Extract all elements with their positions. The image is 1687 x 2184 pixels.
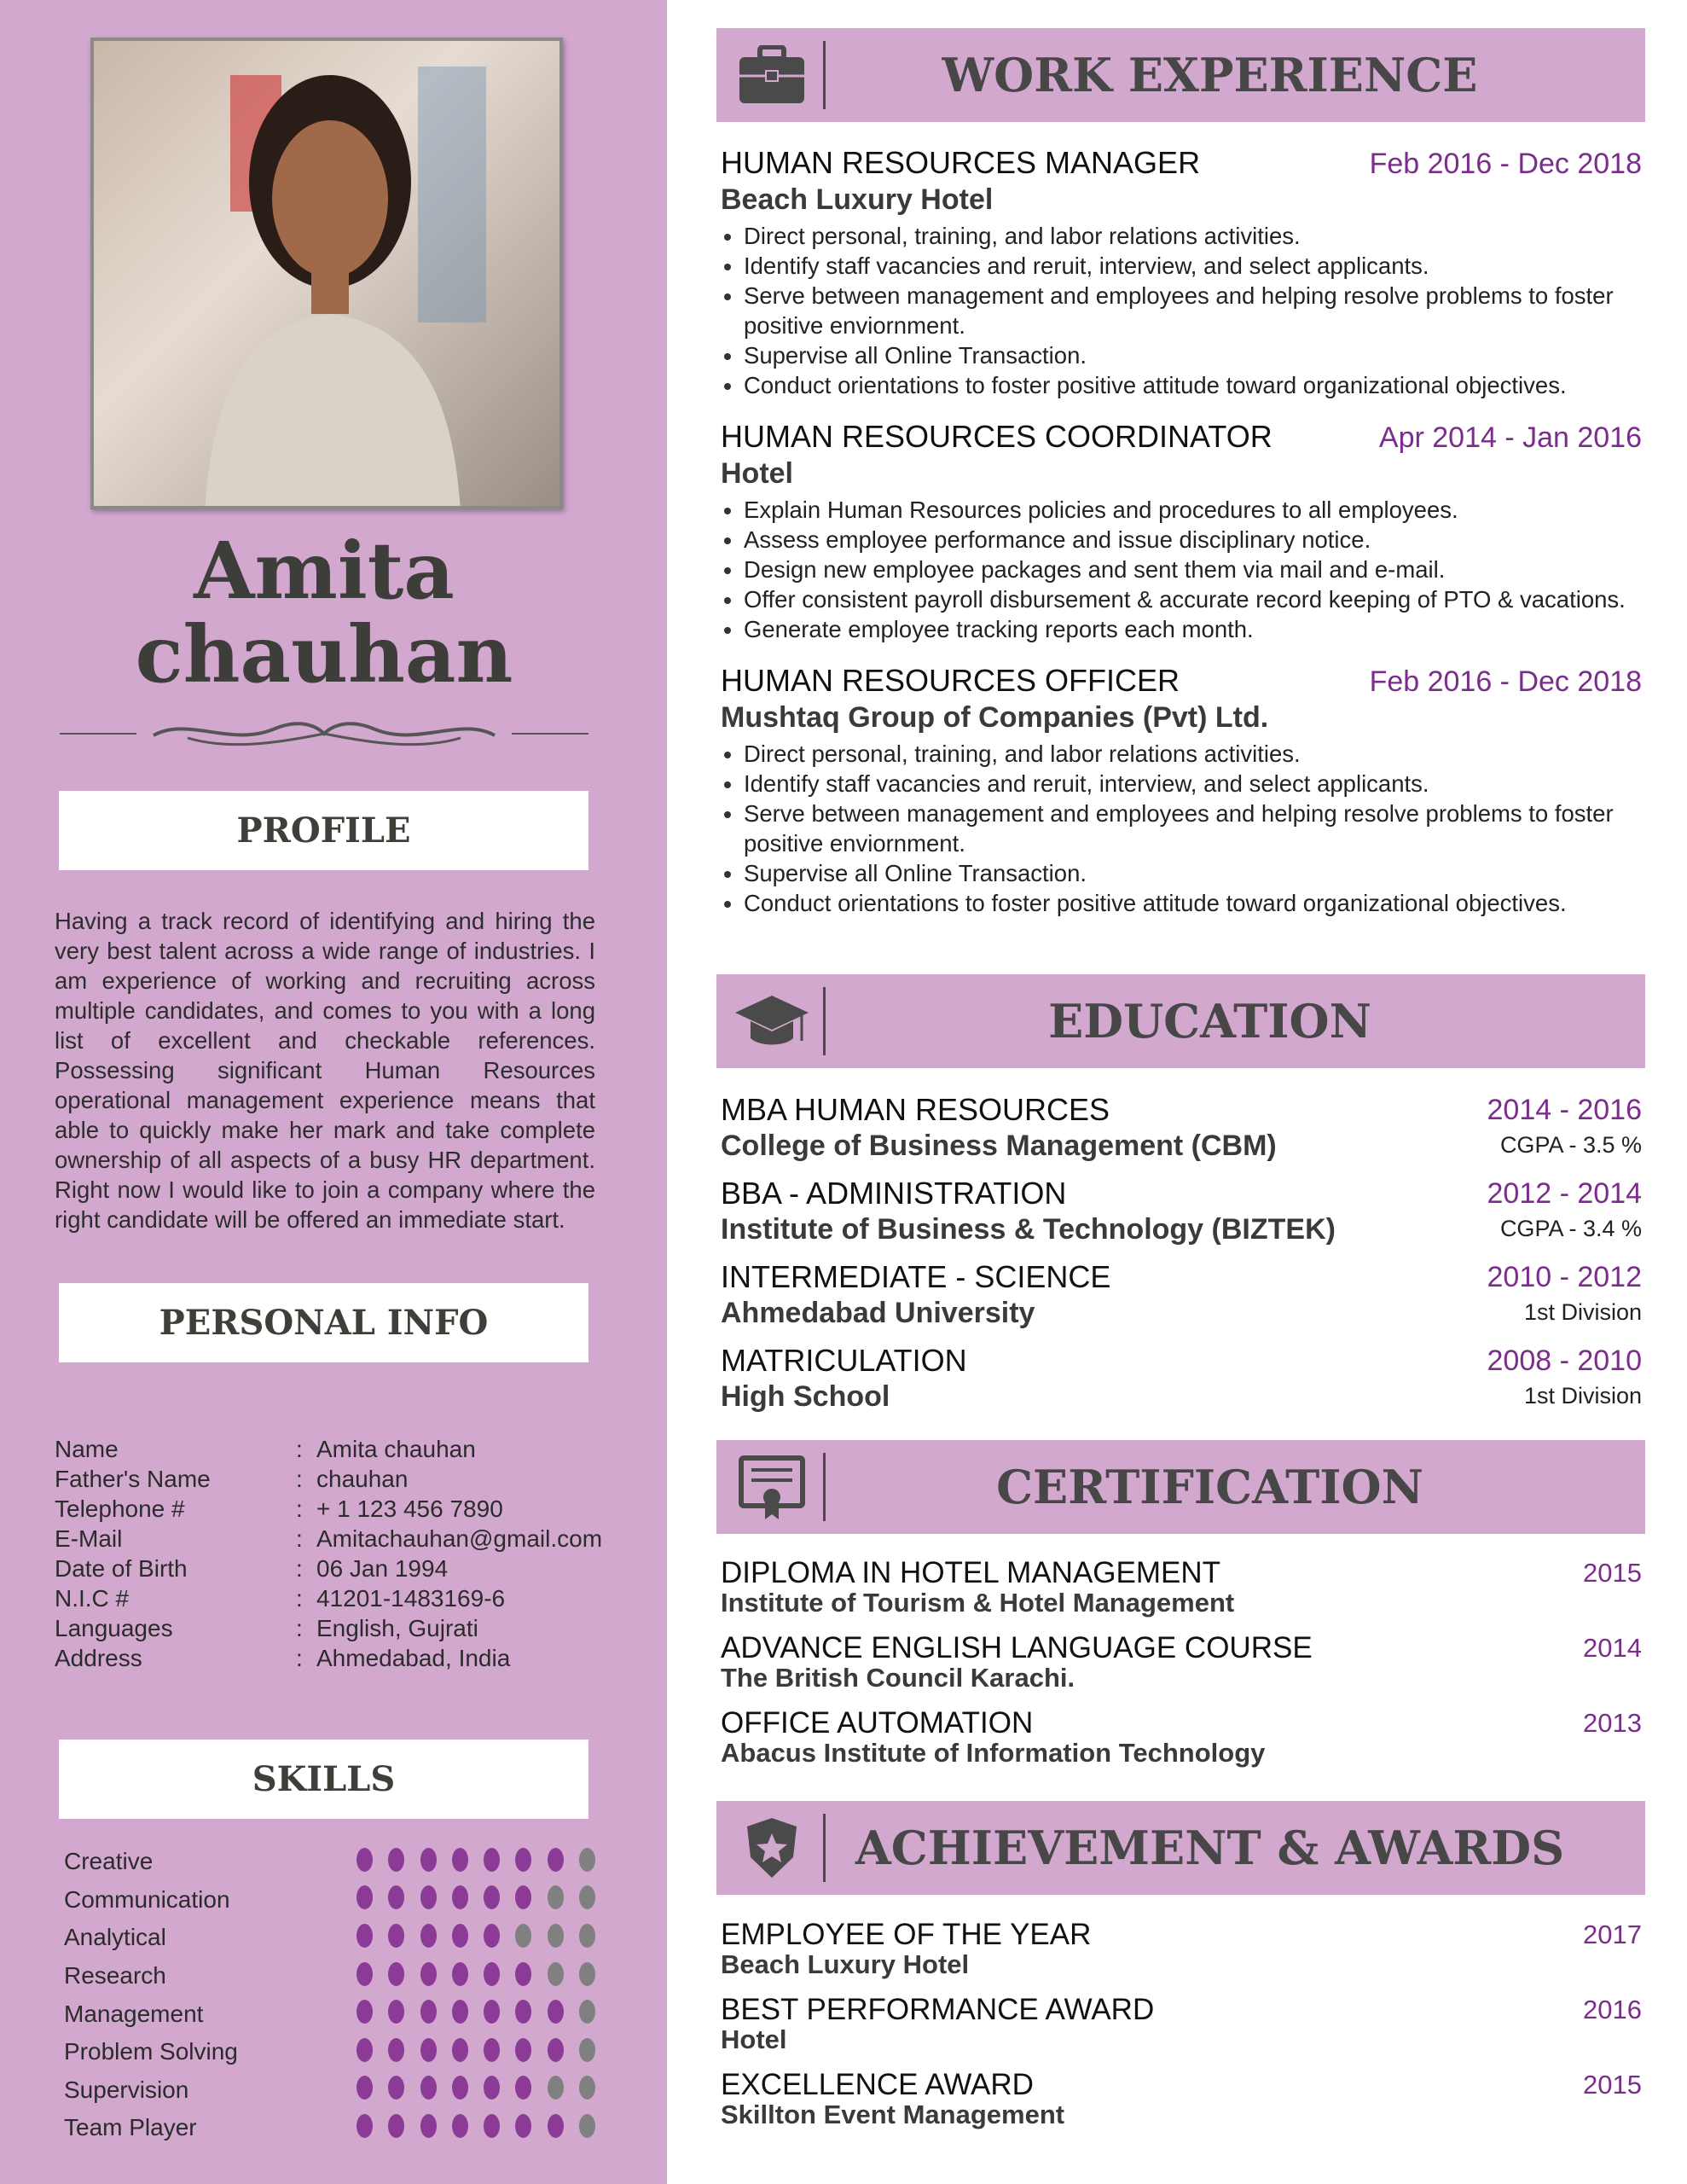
awards-list [721, 1920, 1642, 2145]
awards-entry [721, 1920, 1642, 1979]
education-school: College of Business Management (CBM) [721, 1130, 1277, 1162]
skill-rating [357, 1885, 611, 1914]
awards-title: EXCELLENCE AWARD [721, 2068, 1034, 2101]
info-value: 06 Jan 1994 [316, 1555, 449, 1582]
info-colon: : [296, 1615, 303, 1641]
education-entry [721, 1259, 1642, 1331]
profile-text: Having a track record of identifying and hiring the very best talent across a wide range of industries. I am experience of working and recruiting across multiple candidates, and comes to you with a long list of excellent and checkable references. Possessing significant Human Resources operational management experience means that able to quickly make her mark and take complete ownership of all aspects of a busy HR department. Right now I would like to join a company where the right candidate will be offered an immediate start. [55, 908, 595, 1233]
education-left [721, 1176, 1336, 1247]
education-right [1487, 1092, 1643, 1164]
skill-dot-filled [548, 1848, 564, 1872]
skill-dot-filled [548, 2038, 564, 2062]
skill-dot-filled [420, 2038, 437, 2062]
education-degree: BBA - ADMINISTRATION [721, 1176, 1067, 1211]
skill-dot-filled [452, 2000, 468, 2024]
certification-year: 2013 [1583, 1708, 1642, 1738]
graduation-cap-icon [729, 991, 815, 1051]
education-degree: MBA HUMAN RESOURCES [721, 1092, 1110, 1127]
skill-row [64, 2109, 611, 2147]
skill-dot-filled [388, 1885, 404, 1909]
awards-banner [716, 1801, 1645, 1895]
info-row [55, 1464, 602, 1494]
education-result: CGPA - 3.4 % [1499, 1216, 1642, 1241]
info-label: Name [55, 1436, 119, 1462]
awards-year: 2016 [1583, 1995, 1642, 2024]
skill-dot-filled [452, 1885, 468, 1909]
skill-row [64, 1843, 611, 1881]
job-bullet: Serve between management and employees and helping resolve problems to foster positive enviornment. [721, 281, 1642, 340]
skill-dot-filled [357, 1848, 373, 1872]
skill-dot-filled [452, 2114, 468, 2138]
job-bullet: Conduct orientations to foster positive attitude toward organizational objectives. [721, 888, 1642, 918]
name-first: Amita [194, 525, 455, 617]
certification-left [721, 1708, 1265, 1768]
info-value: chauhan [316, 1466, 409, 1492]
education-result: 1st Division [1523, 1383, 1642, 1409]
certificate-icon [729, 1453, 815, 1521]
skill-dot-filled [420, 2000, 437, 2024]
certification-year: 2014 [1583, 1633, 1642, 1663]
personal-info-heading: PERSONAL INFO [59, 1283, 588, 1362]
skills-heading: SKILLS [59, 1740, 588, 1819]
left-sidebar [0, 0, 667, 2184]
skill-dot-empty [579, 1848, 595, 1872]
skill-dot-filled [452, 2076, 468, 2100]
info-colon: : [296, 1525, 303, 1552]
job-header [721, 419, 1642, 456]
info-value: + 1 123 456 7890 [316, 1496, 503, 1522]
skill-dot-filled [515, 1848, 531, 1872]
info-colon: : [296, 1645, 303, 1671]
info-row [55, 1583, 602, 1613]
skill-dot-empty [548, 1885, 564, 1909]
job-bullet: Direct personal, training, and labor relations activities. [721, 221, 1642, 251]
info-row [55, 1434, 602, 1464]
certification-title: OFFICE AUTOMATION [721, 1706, 1034, 1740]
info-label: Date of Birth [55, 1555, 188, 1582]
skill-dot-filled [420, 1962, 437, 1986]
education-result: 1st Division [1523, 1299, 1642, 1325]
awards-left [721, 1920, 1091, 1979]
skill-dot-filled [484, 2038, 500, 2062]
skill-row [64, 1995, 611, 2033]
briefcase-icon [729, 45, 815, 105]
skill-dot-empty [579, 2076, 595, 2100]
info-value: Ahmedabad, India [316, 1645, 511, 1671]
skill-label: Supervision [64, 2076, 189, 2103]
skill-label: Research [64, 1962, 166, 1989]
job-bullet: Identify staff vacancies and reruit, interview, and select applicants. [721, 251, 1642, 281]
certification-entry [721, 1633, 1642, 1693]
skill-dot-filled [388, 1848, 404, 1872]
skill-row [64, 2071, 611, 2110]
education-degree: INTERMEDIATE - SCIENCE [721, 1259, 1111, 1294]
job-title: HUMAN RESOURCES MANAGER [721, 145, 1201, 180]
info-label: Telephone # [55, 1496, 185, 1522]
job-dates: Feb 2016 - Dec 2018 [1369, 665, 1642, 698]
job-bullet: Supervise all Online Transaction. [721, 858, 1642, 888]
skill-row [64, 1957, 611, 1995]
skill-rating [357, 2000, 611, 2028]
skill-dot-filled [388, 2038, 404, 2062]
job-bullet: Direct personal, training, and labor relations activities. [721, 739, 1642, 769]
job-bullet: Identify staff vacancies and reruit, interview, and select applicants. [721, 769, 1642, 799]
skill-dot-filled [484, 2076, 500, 2100]
skill-dot-filled [548, 2000, 564, 2024]
skill-dot-filled [420, 2114, 437, 2138]
skill-dot-empty [579, 2038, 595, 2062]
awards-entry [721, 1995, 1642, 2054]
certification-left [721, 1633, 1313, 1693]
awards-title: EMPLOYEE OF THE YEAR [721, 1918, 1092, 1951]
ornament-divider [60, 708, 588, 759]
info-value: Amita chauhan [316, 1436, 476, 1462]
info-row [55, 1524, 602, 1554]
job-entry [721, 419, 1642, 644]
info-label: E-Mail [55, 1525, 123, 1552]
skill-dot-empty [579, 1962, 595, 1986]
education-left [721, 1092, 1277, 1164]
awards-title: ACHIEVEMENT & AWARDS [855, 1821, 1565, 1875]
education-left [721, 1259, 1110, 1331]
info-value: English, Gujrati [316, 1615, 478, 1641]
education-school: High School [721, 1380, 890, 1413]
education-right [1487, 1343, 1643, 1414]
education-left [721, 1343, 967, 1414]
certification-banner [716, 1440, 1645, 1534]
skill-dot-filled [388, 1924, 404, 1948]
skill-rating [357, 2076, 611, 2104]
skill-dot-filled [357, 1924, 373, 1948]
job-bullets [721, 495, 1642, 644]
info-row [55, 1494, 602, 1524]
education-years: 2014 - 2016 [1487, 1094, 1642, 1126]
skill-dot-filled [484, 2000, 500, 2024]
certification-org: The British Council Karachi. [721, 1663, 1075, 1693]
info-label: Father's Name [55, 1466, 211, 1492]
info-value: Amitachauhan@gmail.com [316, 1525, 603, 1552]
awards-org: Skillton Event Management [721, 2100, 1065, 2129]
skill-label: Analytical [64, 1924, 166, 1951]
job-entry [721, 145, 1642, 400]
profile-heading: PROFILE [59, 791, 588, 870]
skill-dot-filled [484, 1962, 500, 1986]
awards-entry [721, 2070, 1642, 2129]
skill-dot-filled [515, 2114, 531, 2138]
education-degree: MATRICULATION [721, 1343, 967, 1378]
skill-dot-filled [484, 1848, 500, 1872]
info-label: Languages [55, 1615, 173, 1641]
skill-dot-filled [515, 1962, 531, 1986]
info-colon: : [296, 1436, 303, 1462]
job-bullet: Generate employee tracking reports each month. [721, 614, 1642, 644]
job-bullet: Assess employee performance and issue disciplinary notice. [721, 525, 1642, 555]
awards-left [721, 1995, 1154, 2054]
skill-rating [357, 1848, 611, 1876]
job-bullet: Offer consistent payroll disbursement & accurate record keeping of PTO & vacations. [721, 584, 1642, 614]
skill-dot-empty [548, 1962, 564, 1986]
skill-dot-filled [548, 2114, 564, 2138]
skill-dot-empty [579, 1885, 595, 1909]
skill-rating [357, 1962, 611, 1990]
education-list [721, 1092, 1642, 1426]
info-label: Address [55, 1645, 142, 1671]
skill-dot-filled [388, 2114, 404, 2138]
certification-title: ADVANCE ENGLISH LANGUAGE COURSE [721, 1631, 1313, 1664]
job-company: Beach Luxury Hotel [721, 183, 994, 216]
job-header [721, 663, 1642, 700]
name-last: chauhan [135, 608, 513, 700]
skill-dot-empty [548, 2076, 564, 2100]
education-entry [721, 1343, 1642, 1414]
certification-entry [721, 1708, 1642, 1768]
job-bullets [721, 221, 1642, 400]
awards-year: 2015 [1583, 2070, 1642, 2100]
education-years: 2012 - 2014 [1487, 1177, 1642, 1210]
skill-rating [357, 2114, 611, 2142]
skill-label: Communication [64, 1885, 230, 1913]
skill-row [64, 1919, 611, 1957]
certification-org: Institute of Tourism & Hotel Management [721, 1588, 1235, 1618]
education-title: EDUCATION [1048, 994, 1371, 1048]
info-colon: : [296, 1496, 303, 1522]
job-bullets [721, 739, 1642, 918]
awards-org: Hotel [721, 2024, 787, 2054]
shield-star-icon [729, 1816, 815, 1879]
info-colon: : [296, 1585, 303, 1612]
job-title: HUMAN RESOURCES COORDINATOR [721, 419, 1272, 454]
skills-list [64, 1843, 611, 2147]
skill-dot-filled [420, 1848, 437, 1872]
awards-year: 2017 [1583, 1920, 1642, 1949]
skill-dot-filled [515, 2000, 531, 2024]
skill-dot-filled [357, 1885, 373, 1909]
education-right [1487, 1259, 1643, 1331]
certification-entry [721, 1558, 1642, 1618]
job-company: Mushtaq Group of Companies (Pvt) Ltd. [721, 701, 1269, 734]
info-row [55, 1554, 602, 1583]
info-colon: : [296, 1466, 303, 1492]
awards-title: BEST PERFORMANCE AWARD [721, 1993, 1155, 2026]
skill-dot-filled [484, 1924, 500, 1948]
skill-dot-filled [388, 2076, 404, 2100]
education-school: Institute of Business & Technology (BIZTEK) [721, 1213, 1336, 1246]
job-bullet: Conduct orientations to foster positive attitude toward organizational objectives. [721, 370, 1642, 400]
profile-photo [90, 38, 563, 509]
education-years: 2008 - 2010 [1487, 1345, 1642, 1377]
info-label: N.I.C # [55, 1585, 130, 1612]
education-entry [721, 1092, 1642, 1164]
skill-dot-filled [420, 1924, 437, 1948]
certification-title: CERTIFICATION [996, 1460, 1423, 1514]
info-row [55, 1643, 602, 1673]
skill-rating [357, 1924, 611, 1952]
skill-dot-filled [357, 2114, 373, 2138]
job-header [721, 145, 1642, 182]
awards-org: Beach Luxury Hotel [721, 1949, 970, 1979]
skill-dot-filled [357, 1962, 373, 1986]
skill-dot-filled [420, 2076, 437, 2100]
work-experience-banner [716, 28, 1645, 122]
skill-dot-filled [484, 1885, 500, 1909]
skill-dot-empty [579, 2114, 595, 2138]
personal-info-list [55, 1434, 602, 1673]
job-title: HUMAN RESOURCES OFFICER [721, 663, 1180, 698]
certification-title: DIPLOMA IN HOTEL MANAGEMENT [721, 1556, 1221, 1589]
job-company: Hotel [721, 457, 793, 490]
job-bullet: Serve between management and employees and helping resolve problems to foster positive enviornment. [721, 799, 1642, 858]
skill-dot-filled [357, 2038, 373, 2062]
work-experience-title: WORK EXPERIENCE [942, 48, 1478, 102]
info-colon: : [296, 1555, 303, 1582]
skill-dot-empty [548, 1924, 564, 1948]
skill-dot-filled [515, 1885, 531, 1909]
job-bullet: Supervise all Online Transaction. [721, 340, 1642, 370]
skill-dot-filled [452, 1924, 468, 1948]
info-row [55, 1613, 602, 1643]
skill-dot-filled [357, 2076, 373, 2100]
skill-dot-filled [388, 1962, 404, 1986]
skill-dot-filled [452, 2038, 468, 2062]
certification-left [721, 1558, 1234, 1618]
skill-rating [357, 2038, 611, 2066]
job-dates: Feb 2016 - Dec 2018 [1369, 148, 1642, 180]
job-entry [721, 663, 1642, 918]
certification-list [721, 1558, 1642, 1783]
job-dates: Apr 2014 - Jan 2016 [1378, 421, 1642, 454]
awards-left [721, 2070, 1064, 2129]
skill-row [64, 1881, 611, 1920]
skill-label: Management [64, 2000, 204, 2027]
education-right [1487, 1176, 1643, 1247]
skill-label: Team Player [64, 2114, 197, 2141]
info-value: 41201-1483169-6 [316, 1585, 506, 1612]
skill-dot-filled [484, 2114, 500, 2138]
education-banner [716, 974, 1645, 1068]
skill-dot-empty [515, 1924, 531, 1948]
skill-dot-empty [579, 2000, 595, 2024]
work-experience-list [721, 145, 1642, 918]
skill-dot-filled [452, 1848, 468, 1872]
skill-dot-filled [388, 2000, 404, 2024]
education-result: CGPA - 3.5 % [1499, 1132, 1642, 1158]
skill-dot-filled [515, 2076, 531, 2100]
education-entry [721, 1176, 1642, 1247]
skill-label: Problem Solving [64, 2038, 238, 2065]
skill-dot-empty [579, 1924, 595, 1948]
education-school: Ahmedabad University [721, 1297, 1035, 1329]
skill-dot-filled [357, 2000, 373, 2024]
education-years: 2010 - 2012 [1487, 1261, 1642, 1293]
skill-label: Creative [64, 1848, 154, 1875]
skill-dot-filled [452, 1962, 468, 1986]
job-bullet: Design new employee packages and sent them via mail and e-mail. [721, 555, 1642, 584]
certification-year: 2015 [1583, 1558, 1642, 1588]
skill-dot-filled [515, 2038, 531, 2062]
skill-row [64, 2033, 611, 2071]
skill-dot-filled [420, 1885, 437, 1909]
job-bullet: Explain Human Resources policies and procedures to all employees. [721, 495, 1642, 525]
certification-org: Abacus Institute of Information Technology [721, 1738, 1266, 1768]
